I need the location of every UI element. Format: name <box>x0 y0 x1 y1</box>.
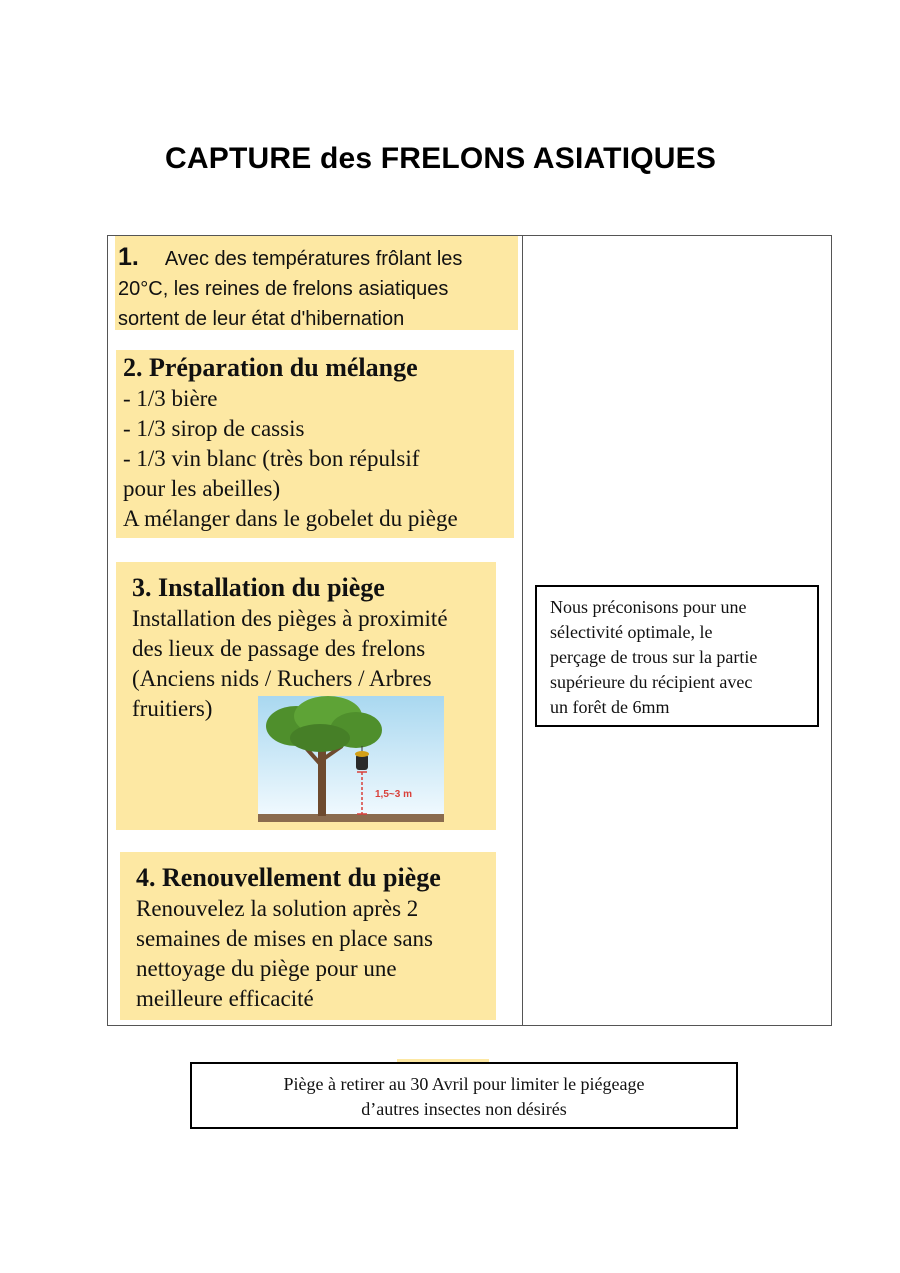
step-3-line: fruitiers) <box>132 696 213 721</box>
step-4-line: Renouvelez la solution après 2 <box>136 896 419 921</box>
step-1-line-1: Avec des températures frôlant les <box>164 248 463 270</box>
note-line: Nous préconisons pour une <box>550 597 747 617</box>
step-4-line: nettoyage du piège pour une <box>136 956 397 981</box>
page-title: CAPTURE des FRELONS ASIATIQUES <box>165 142 717 175</box>
step-2-line: - 1/3 vin blanc (très bon répulsif <box>123 446 420 471</box>
note-line: perçage de trous sur la partie <box>550 647 758 667</box>
step-2-line: pour les abeilles) <box>123 476 281 501</box>
step-3-line: Installation des pièges à proximité <box>132 606 448 631</box>
step-2-line: A mélanger dans le gobelet du piège <box>123 506 458 531</box>
note-line: supérieure du récipient avec <box>550 672 753 692</box>
removal-notice <box>190 1062 738 1129</box>
removal-notice-line-1: Piège à retirer au 30 Avril pour limiter le piégeage <box>283 1074 645 1094</box>
step-1-line-2: 20°C, les reines de frelons asiatiques <box>118 278 449 300</box>
step-2-line: - 1/3 sirop de cassis <box>123 416 305 441</box>
step-1-line-3: sortent de leur état d'hibernation <box>118 308 405 330</box>
step-2-heading: 2. Préparation du mélange <box>123 353 418 382</box>
step-2-card <box>116 350 514 538</box>
height-label: 1,5~3 m <box>375 789 412 800</box>
step-1-number: 1. <box>118 243 139 271</box>
recommendation-note <box>535 585 819 727</box>
table-column-divider <box>522 235 523 1026</box>
step-4-line: semaines de mises en place sans <box>136 926 433 951</box>
step-2-line: - 1/3 bière <box>123 386 218 411</box>
note-line: sélectivité optimale, le <box>550 622 713 642</box>
step-3-heading: 3. Installation du piège <box>132 573 385 602</box>
step-4-card <box>120 852 496 1020</box>
note-line: un forêt de 6mm <box>550 697 670 717</box>
step-3-line: des lieux de passage des frelons <box>132 636 426 661</box>
step-4-line: meilleure efficacité <box>136 986 314 1011</box>
step-4-heading: 4. Renouvellement du piège <box>136 863 441 892</box>
step-3-line: (Anciens nids / Ruchers / Arbres <box>132 666 432 691</box>
removal-notice-line-2: d’autres insectes non désirés <box>361 1099 567 1119</box>
step-1-card <box>115 236 518 330</box>
tree-trap-illustration <box>258 696 444 822</box>
